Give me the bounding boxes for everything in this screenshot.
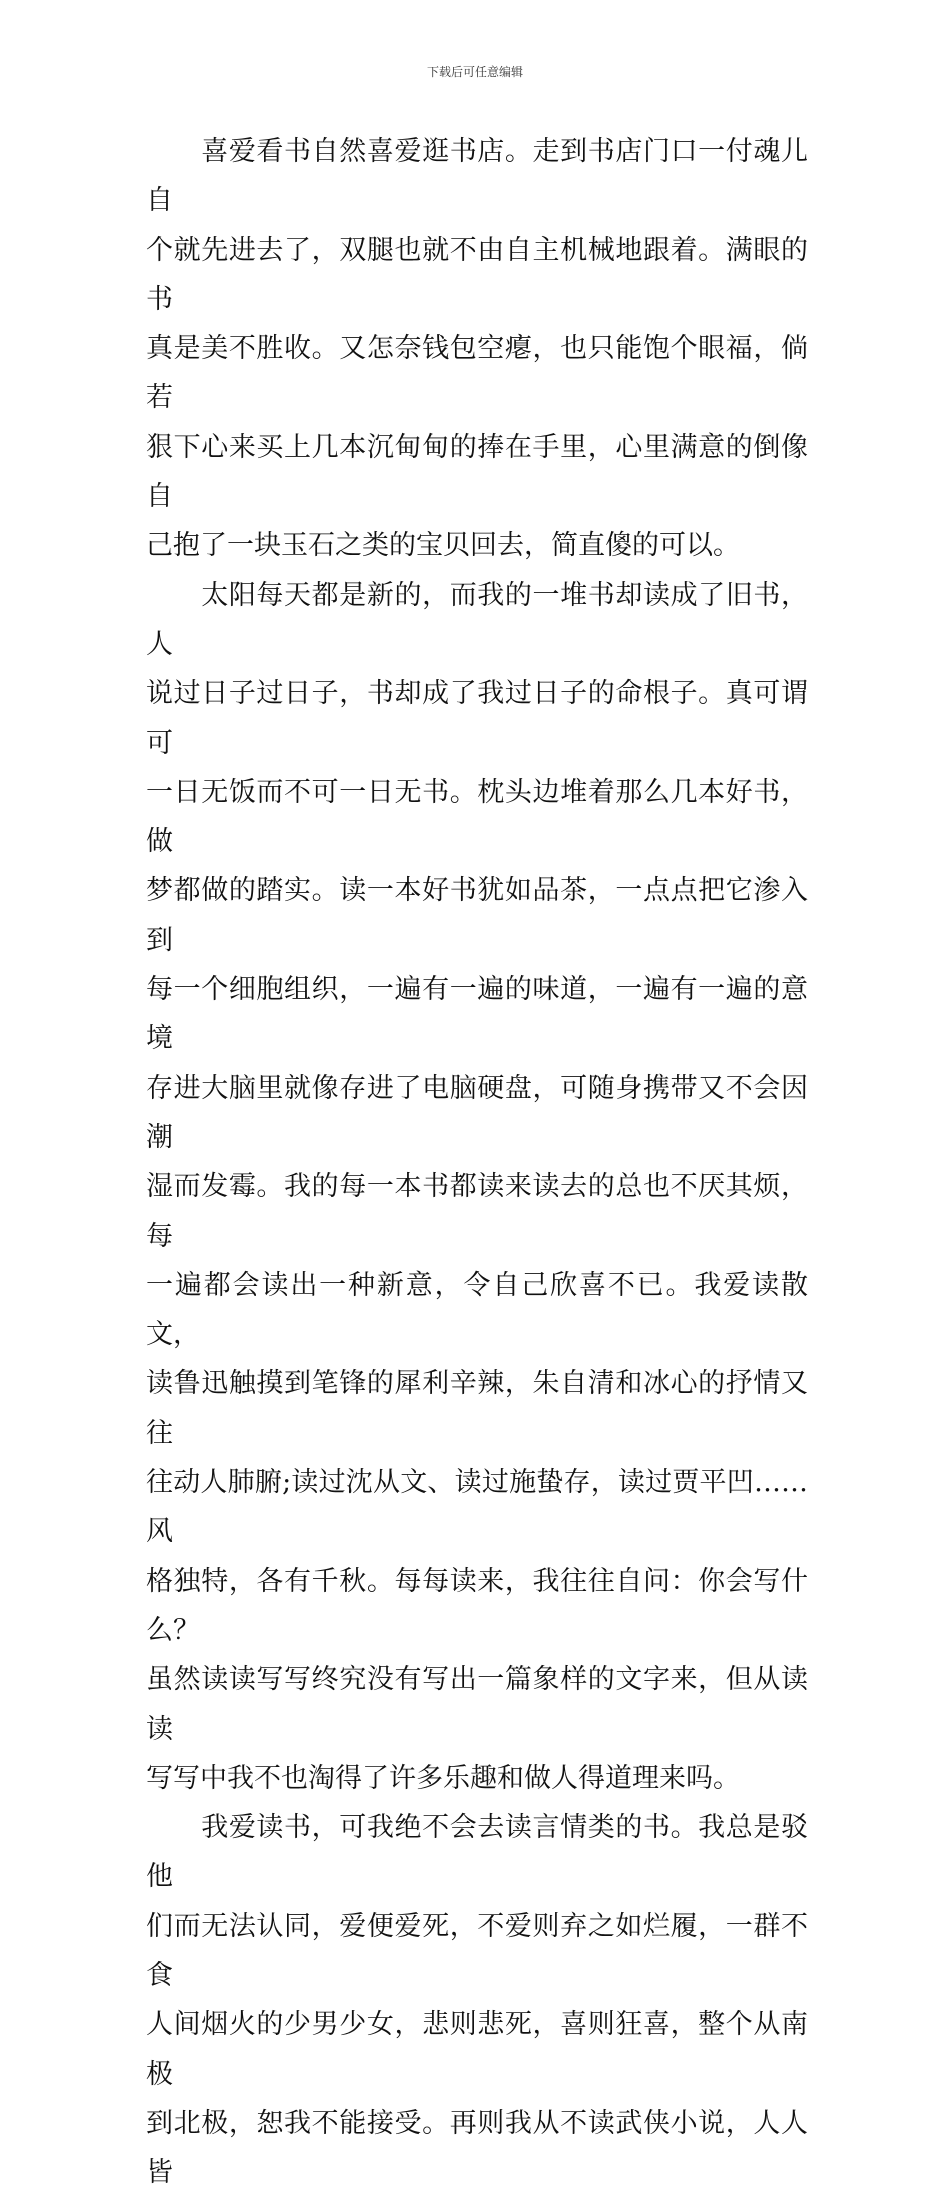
text-line: 一遍都会读出一种新意，令自己欣喜不已。我爱读散文，: [146, 1269, 808, 1351]
text-line: 喜爱看书自然喜爱逛书店。走到书店门口一付魂儿自: [146, 136, 808, 217]
text-line: 湿而发霉。我的每一本书都读来读去的总也不厌其烦，每: [146, 1171, 808, 1252]
text-line: 太阳每天都是新的，而我的一堆书却读成了旧书，人: [146, 579, 808, 660]
text-line: 写写中我不也淘得了许多乐趣和做人得道理来吗。: [146, 1762, 740, 1794]
text-line: 人间烟火的少男少女，悲则悲死，喜则狂喜，整个从南极: [146, 2009, 808, 2090]
text-line: 往动人肺腑;读过沈从文、读过施蛰存，读过贾平凹……风: [146, 1467, 808, 1548]
text-line: 个就先进去了，双腿也就不由自主机械地跟着。满眼的书: [146, 234, 808, 315]
text-line: 们而无法认同，爱便爱死，不爱则弃之如烂履，一群不食: [146, 1910, 808, 1991]
text-line: 格独特，各有千秋。每每读来，我往往自问：你会写什么？: [146, 1565, 808, 1646]
text-line: 到北极，恕我不能接受。再则我从不读武侠小说，人人皆: [146, 2107, 808, 2189]
text-line: 真是美不胜收。又怎奈钱包空瘪，也只能饱个眼福，倘若: [146, 333, 808, 414]
page-header: 下载后可任意编辑: [426, 65, 523, 79]
text-line: 狠下心来买上几本沉甸甸的捧在手里，心里满意的倒像自: [146, 431, 808, 513]
text-line: 一日无饭而不可一日无书。枕头边堆着那么几本好书，做: [146, 776, 808, 858]
text-line: 我爱读书，可我绝不会去读言情类的书。我总是驳他: [146, 1812, 808, 1893]
text-line: 每一个细胞组织，一遍有一遍的味道，一遍有一遍的意境: [146, 974, 808, 1055]
paragraph-3: [146, 1803, 808, 2197]
paragraph-1: [146, 127, 808, 571]
text-line: 存进大脑里就像存进了电脑硬盘，可随身携带又不会因潮: [146, 1072, 808, 1153]
document-body: [146, 127, 808, 2197]
text-line: 虽然读读写写终究没有写出一篇象样的文字来，但从读读: [146, 1664, 808, 1745]
text-line: 读鲁迅触摸到笔锋的犀利辛辣，朱自清和冰心的抒情又往: [146, 1368, 808, 1449]
text-line: 梦都做的踏实。读一本好书犹如品茶，一点点把它渗入到: [146, 875, 808, 956]
text-line: 己抱了一块玉石之类的宝贝回去，简直傻的可以。: [146, 530, 740, 562]
text-line: 说过日子过日子，书却成了我过日子的命根子。真可谓可: [146, 678, 808, 759]
paragraph-2: [146, 571, 808, 1803]
